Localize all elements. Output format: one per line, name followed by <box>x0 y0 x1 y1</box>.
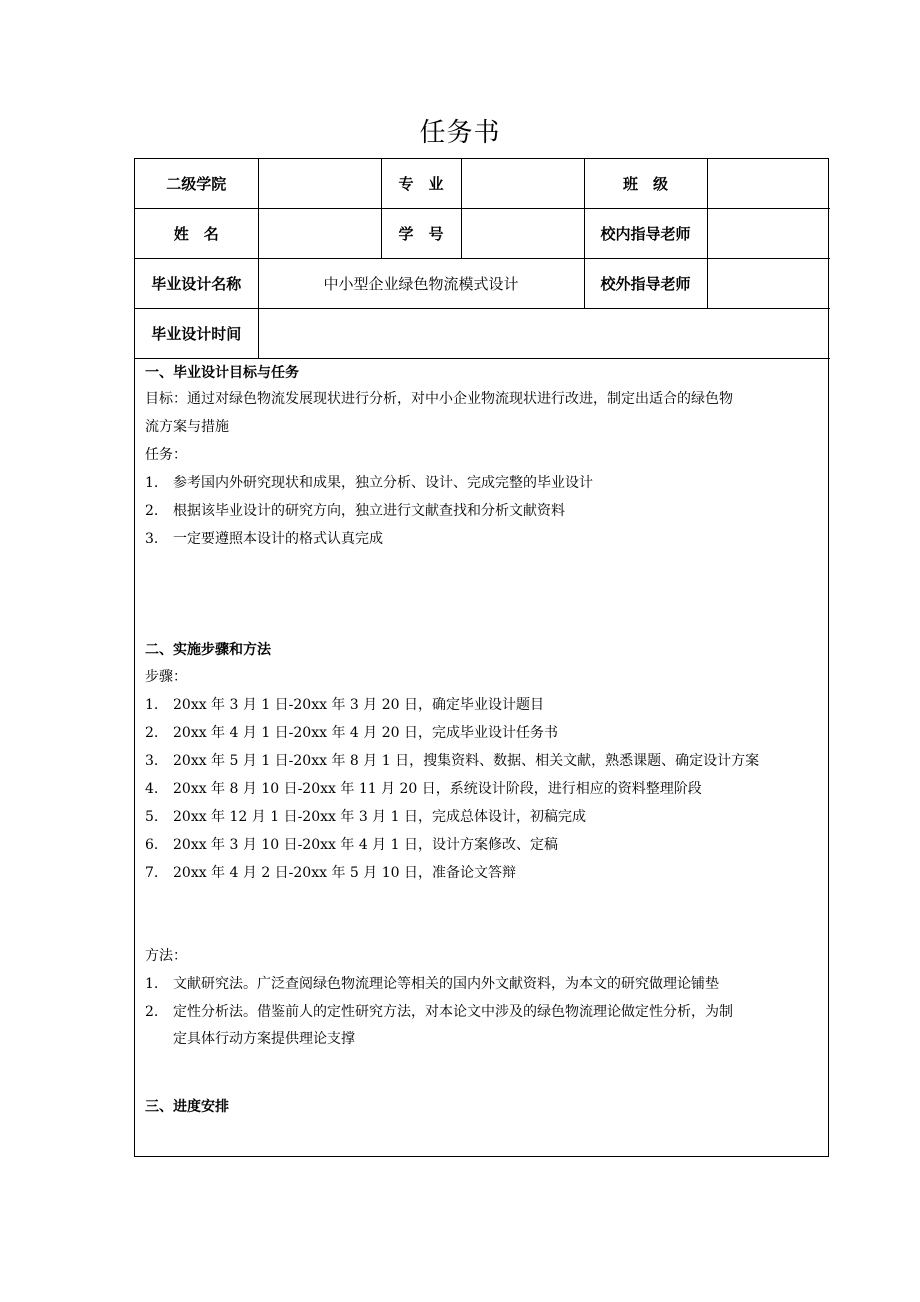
step-number: 2. <box>145 725 159 741</box>
task-item <box>145 501 565 521</box>
task-form <box>134 158 829 1157</box>
design-name-label: 毕业设计名称 <box>135 259 258 309</box>
info-row-4 <box>135 309 830 359</box>
step-item <box>145 751 759 771</box>
content-area <box>135 359 828 1159</box>
step-number: 5. <box>145 809 159 825</box>
college-value[interactable] <box>258 159 381 209</box>
method-text-continued: 定具体行动方案提供理论支撑 <box>173 1031 355 1047</box>
step-number: 1. <box>145 697 159 713</box>
outer-tutor-value[interactable] <box>707 259 830 309</box>
task-text: 一定要遵照本设计的格式认真完成 <box>173 531 383 547</box>
major-label: 专 业 <box>381 159 461 209</box>
page-title: 任务书 <box>419 118 501 148</box>
step-text: 20xx 年 5 月 1 日-20xx 年 8 月 1 日，搜集资料、数据、相关文献，熟悉课题、确定设计方案 <box>173 753 760 769</box>
info-row-2 <box>135 209 830 259</box>
student-id-value[interactable] <box>461 209 584 259</box>
section1-heading: 一、毕业设计目标与任务 <box>145 365 299 381</box>
method-text: 文献研究法。广泛查阅绿色物流理论等相关的国内外文献资料，为本文的研究做理论铺垫 <box>173 976 719 992</box>
task-number: 3. <box>145 531 159 547</box>
class-value[interactable] <box>707 159 830 209</box>
task-item <box>145 473 593 493</box>
class-label: 班 级 <box>584 159 707 209</box>
outer-tutor-label: 校外指导老师 <box>584 259 707 309</box>
task-number: 2. <box>145 503 159 519</box>
step-item <box>145 695 544 715</box>
step-item <box>145 779 702 799</box>
name-value[interactable] <box>258 209 381 259</box>
step-text: 20xx 年 3 月 1 日-20xx 年 3 月 20 日，确定毕业设计题目 <box>173 697 544 713</box>
method-number: 1. <box>145 976 159 992</box>
method-item <box>145 1002 733 1022</box>
step-number: 7. <box>145 865 159 881</box>
task-text: 根据该毕业设计的研究方向，独立进行文献查找和分析文献资料 <box>173 503 565 519</box>
design-time-label: 毕业设计时间 <box>135 309 258 359</box>
method-item <box>145 974 719 994</box>
methods-label: 方法： <box>145 948 187 964</box>
design-name-value[interactable]: 中小型企业绿色物流模式设计 <box>258 259 584 309</box>
step-item <box>145 807 586 827</box>
student-id-label: 学 号 <box>381 209 461 259</box>
step-item <box>145 723 558 743</box>
goal-line-1: 目标：通过对绿色物流发展现状进行分析，对中小企业物流现状进行改进，制定出适合的绿色物 <box>145 391 733 407</box>
step-text: 20xx 年 4 月 1 日-20xx 年 4 月 20 日，完成毕业设计任务书 <box>173 725 558 741</box>
step-number: 3. <box>145 753 159 769</box>
college-label: 二级学院 <box>135 159 258 209</box>
tasks-label: 任务： <box>145 447 187 463</box>
task-number: 1. <box>145 475 159 491</box>
section3-heading: 三、进度安排 <box>145 1099 229 1115</box>
inner-tutor-value[interactable] <box>707 209 830 259</box>
step-number: 6. <box>145 837 159 853</box>
method-text: 定性分析法。借鉴前人的定性研究方法，对本论文中涉及的绿色物流理论做定性分析，为制 <box>173 1004 733 1020</box>
info-row-3 <box>135 259 830 309</box>
step-item <box>145 863 516 883</box>
steps-label: 步骤： <box>145 669 187 685</box>
task-text: 参考国内外研究现状和成果，独立分析、设计、完成完整的毕业设计 <box>173 475 593 491</box>
section2-heading: 二、实施步骤和方法 <box>145 642 271 658</box>
info-row-1 <box>135 159 830 209</box>
design-time-value[interactable] <box>258 309 830 359</box>
name-label: 姓 名 <box>135 209 258 259</box>
method-number: 2. <box>145 1004 159 1020</box>
step-text: 20xx 年 12 月 1 日-20xx 年 3 月 1 日，完成总体设计，初稿完成 <box>173 809 586 825</box>
step-text: 20xx 年 3 月 10 日-20xx 年 4 月 1 日，设计方案修改、定稿 <box>173 837 558 853</box>
inner-tutor-label: 校内指导老师 <box>584 209 707 259</box>
step-text: 20xx 年 4 月 2 日-20xx 年 5 月 10 日，准备论文答辩 <box>173 865 516 881</box>
step-item <box>145 835 558 855</box>
goal-line-2: 流方案与措施 <box>145 419 229 435</box>
task-item <box>145 529 383 549</box>
step-number: 4. <box>145 781 159 797</box>
step-text: 20xx 年 8 月 10 日-20xx 年 11 月 20 日，系统设计阶段，进行相应的资料整理阶段 <box>173 781 702 797</box>
major-value[interactable] <box>461 159 584 209</box>
info-table <box>135 159 830 359</box>
